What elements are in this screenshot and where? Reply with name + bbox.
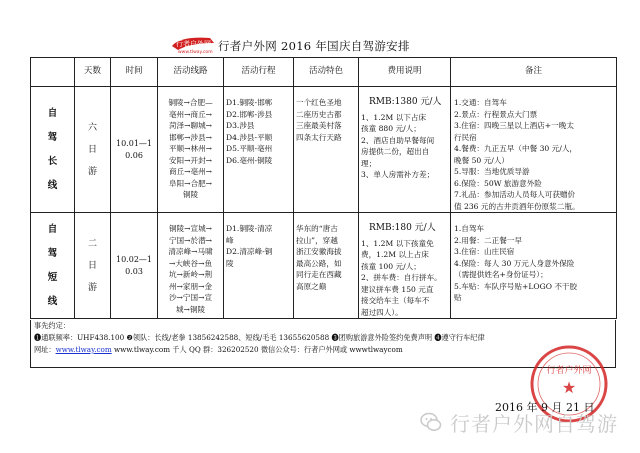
route-line: 清凉峰→马啸	[168, 247, 213, 256]
cost-line: 2、拼车费：自行拼车。	[361, 273, 442, 282]
remark-line: 4.保险：每人 30 万元人身意外保险	[454, 258, 575, 268]
table-header-row	[31, 58, 617, 87]
website-label: 网址：	[34, 345, 56, 354]
cost-line: 理；	[361, 158, 377, 168]
price-label: RMB:1380 元/人	[369, 97, 442, 107]
plan-line: D4.涉县-平顺	[226, 132, 273, 142]
days-char: 六	[87, 122, 97, 133]
feature-line: 三座最美村落	[296, 121, 342, 130]
time-line: 0.03	[125, 266, 143, 276]
feature-line: 一个红色圣地	[296, 98, 342, 107]
feature-line: 浙江安徽海拔	[296, 247, 342, 256]
feature-cell	[294, 213, 359, 319]
trip-type-char: 驾	[47, 247, 58, 259]
itinerary-table	[30, 57, 617, 319]
remark-line: 贴	[454, 293, 462, 302]
remark-line: 1.交通：自驾车	[454, 98, 507, 107]
days-char: 二	[87, 238, 97, 249]
seal-text: 行者户外网	[546, 366, 592, 376]
table-row-long-trip	[31, 87, 617, 213]
header-time: 时间	[111, 58, 158, 87]
time-cell	[111, 87, 158, 213]
remark-line: 6.保险：50W 旅游意外险	[454, 178, 542, 188]
price-label: RMB:180 元/人	[369, 223, 436, 233]
header-feature: 活动特色	[294, 58, 359, 87]
watermark-text: 行者户外网自驾游	[450, 411, 618, 436]
time-line: 0.06	[125, 150, 143, 160]
table-row-short-trip	[31, 213, 617, 319]
route-line: 坑→新岭→荆	[168, 270, 213, 279]
header-route: 活动线路	[158, 58, 224, 87]
remark-line: 2.景点：行程景点大门票	[454, 109, 538, 119]
route-line: 城→铜陵	[175, 304, 206, 314]
notes-contact-text: www.tlway.com 千人 QQ 群：326202520 微信公众号：行者户外网或 wwwtlwaycom	[111, 345, 403, 354]
cost-line: 房提供二份，超出自	[361, 147, 430, 156]
cost-line: 1、1.2M 以下占床	[361, 112, 427, 122]
days-char: 日	[87, 144, 97, 155]
days-cell	[75, 213, 111, 319]
feature-line: 华东的“唐古	[296, 224, 338, 233]
route-line: 宁国→於潜→	[168, 235, 213, 245]
cost-line: 3、单人房需补方差；	[361, 170, 435, 179]
remark-line: 3.住宿：山庄民宿	[454, 247, 515, 256]
plan-line: 峰	[226, 235, 234, 245]
header-remarks: 备注	[451, 58, 617, 87]
route-line: 菏泽→聊城→	[168, 121, 213, 130]
remark-line: 值 236 元的古井贡酒年份原浆二瓶。	[454, 201, 580, 211]
route-line: 阜阳→合肥→	[168, 178, 213, 188]
route-line: →大峡谷→鱼	[168, 258, 213, 268]
plan-line: D2.邯郸-涉县	[226, 109, 273, 119]
cost-cell	[359, 213, 451, 319]
notes-line: ❶通联频率：UHF438.100 ❷领队：长线/老拳 13856242588、短线/毛毛 13655620588 ❸团购旅游意外险签约免费声明 ❹遵守行车纪律	[34, 333, 485, 342]
trip-type-char: 短	[47, 271, 58, 283]
trip-type-char: 长	[47, 155, 58, 167]
route-cell	[158, 213, 224, 319]
route-line: 州→家朋→金	[168, 281, 213, 291]
remarks-cell	[451, 213, 617, 319]
plan-cell	[224, 213, 294, 319]
time-cell	[111, 213, 158, 319]
route-line: 平顺→林州→	[168, 144, 213, 153]
remark-line: 1.自驾车	[454, 224, 485, 233]
trip-type-char: 自	[47, 223, 58, 235]
days-char: 游	[87, 166, 97, 177]
trip-type-char: 线	[47, 179, 58, 191]
header-blank	[31, 58, 75, 87]
remark-line: 晚餐 50 元/人）	[454, 155, 510, 165]
remark-line: 5.车贴：车队序号贴+LOGO 不干胶	[454, 281, 578, 291]
header-cost: 费用说明	[359, 58, 451, 87]
trip-type-char: 驾	[47, 131, 58, 143]
cost-line: 建议拼车费 150 元直	[361, 284, 434, 294]
remark-line: 5.导服：当地优质导游	[454, 167, 530, 176]
feature-line: 同行走在西藏	[296, 270, 342, 279]
cost-line: 接交给车主（每车不	[361, 296, 430, 305]
notes-heading: 事先约定：	[34, 321, 70, 330]
trip-type-char: 线	[47, 295, 58, 307]
watermark	[420, 408, 618, 436]
cost-line: 1、1.2M 以下孩童免	[361, 238, 434, 248]
trip-type-cell	[31, 87, 75, 213]
route-line: 商丘→亳州→	[168, 167, 213, 176]
route-line: 亳州→商丘→	[168, 109, 213, 119]
cost-line: 费，1.2M 以上占床	[361, 250, 429, 259]
remarks-cell	[451, 87, 617, 213]
remark-line: 3.住宿：四晚三星以上酒店+一晚太	[454, 121, 574, 130]
cost-cell	[359, 87, 451, 213]
trip-type-char: 自	[47, 107, 58, 119]
days-cell	[75, 87, 111, 213]
notes-website-line	[34, 344, 612, 356]
issue-date: 2016 年 9 月 21 日	[495, 401, 595, 414]
plan-line: 陵	[226, 258, 234, 268]
page-title: 行者户外网 2016 年国庆自驾游安排	[218, 39, 410, 53]
wechat-icon	[420, 411, 442, 433]
route-line: 铜陵	[182, 190, 199, 199]
remark-line: 行民宿	[454, 132, 477, 142]
website-link[interactable]: www.tlway.com	[55, 345, 112, 354]
feature-line: 最高公路，如	[296, 258, 342, 268]
plan-cell	[224, 87, 294, 213]
remark-line: 4.餐费：九正五早（中餐 30 元/人，	[454, 144, 578, 153]
cost-line: 超过四人）。	[361, 307, 403, 317]
route-line: 邯郸→涉县→	[168, 132, 213, 142]
logo-text: 行者户外网	[176, 40, 211, 48]
remark-line: （需提供姓名+身份证号）；	[454, 270, 548, 279]
feature-line: 高原之巅	[296, 281, 327, 291]
feature-cell	[294, 87, 359, 213]
feature-line: 拉山”，穿越	[296, 235, 338, 245]
route-line: 铜陵→合肥—	[168, 98, 213, 107]
plan-line: D1.铜陵-邯郸	[226, 98, 273, 107]
cost-line: 孩童 100 元/人；	[361, 261, 421, 271]
header-days: 天数	[75, 58, 111, 87]
plan-line: D6.亳州-铜陵	[226, 155, 273, 165]
route-line: 沙→宁国→宣	[168, 293, 213, 302]
time-line: 10.01—1	[116, 138, 152, 148]
days-char: 游	[87, 282, 97, 293]
route-line: 安阳→开封→	[168, 155, 213, 165]
remark-line: 7.礼品：参加活动人员每人可获赠价	[454, 190, 576, 199]
plan-line: D1.铜陵-清凉	[226, 224, 273, 233]
plan-line: D2.清凉峰-铜	[226, 247, 273, 256]
plan-line: D5.平顺-亳州	[226, 144, 273, 153]
route-cell	[158, 87, 224, 213]
cost-line: 孩童 880 元/人；	[361, 124, 421, 133]
time-line: 10.02—1	[116, 254, 152, 264]
feature-line: 四条太行天路	[296, 132, 342, 142]
remark-line: 2.用餐：二正餐一早	[454, 235, 522, 245]
feature-line: 二座历史古都	[296, 109, 342, 119]
trip-type-cell	[31, 213, 75, 319]
route-line: 铜陵→宣城→	[168, 224, 213, 233]
days-char: 日	[87, 260, 97, 271]
header-plan: 活动行程	[224, 58, 294, 87]
seal-star: ★	[561, 378, 577, 397]
logo-subtext: www.tlway.com	[178, 50, 213, 54]
plan-line: D3.涉县	[226, 121, 255, 130]
brand-logo	[170, 34, 216, 54]
cost-line: 2、酒店自助早餐每间	[361, 135, 435, 145]
